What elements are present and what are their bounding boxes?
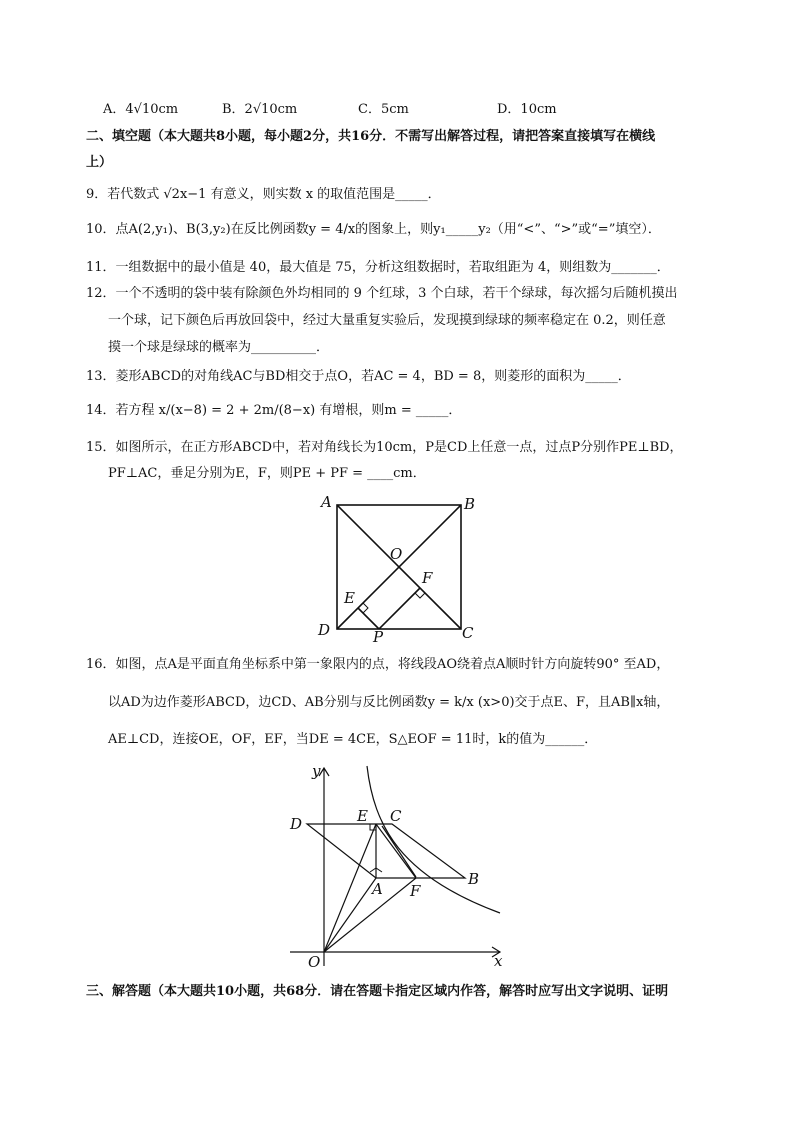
origin-label: O xyxy=(308,953,321,971)
question-13: 13．菱形ABCD的对角线AC与BD相交于点O，若AC = 4，BD = 8，则菱形的面积为_____． xyxy=(86,369,631,384)
right-angle-e xyxy=(363,603,368,613)
segment-pe xyxy=(358,608,379,629)
question-14: 14．若方程 x/(x−8) = 2 + 2m/(8−x) 有增根，则m = _____． xyxy=(86,403,462,418)
axis-label-y: y xyxy=(312,762,321,780)
label-a-point: A xyxy=(372,880,383,898)
q8-option-d: D．10cm xyxy=(497,102,557,117)
label-d-point: D xyxy=(290,815,303,833)
question-16-line1: 16．如图，点A是平面直角坐标系中第一象限内的点，将线段AO绕着点A顺时针方向旋转90° 至AD， xyxy=(86,657,670,672)
square-figure xyxy=(312,490,482,642)
question-12-line1: 12．一个不透明的袋中装有除颜色外均相同的 9 个红球，3 个白球，若干个绿球，每次摇匀后随机摸出 xyxy=(86,286,678,301)
section2-heading-line1: 二、填空题（本大题共8小题，每小题2分，共16分．不需写出解答过程，请把答案直接填写在横线 xyxy=(86,129,656,144)
question-16-line2: 以AD为边作菱形ABCD，边CD、AB分别与反比例函数y = k/x (x>0)交于点E、F，且AB∥x轴， xyxy=(108,695,670,710)
q8-option-a: A．4√10cm xyxy=(103,102,179,117)
right-angle-f xyxy=(415,593,425,598)
segment-of xyxy=(324,878,416,952)
segment-ef xyxy=(376,824,416,878)
label-d: D xyxy=(318,621,331,639)
question-10: 10．点A(2,y₁)、B(3,y₂)在反比例函数y = 4/x的图象上，则y₁_____y₂（用“<”、“>”或“=”填空）． xyxy=(86,222,661,237)
segment-pf xyxy=(379,588,420,629)
segment-ec-to-f xyxy=(382,826,416,877)
label-f-point: F xyxy=(410,882,421,900)
q8-option-b: B．2√10cm xyxy=(222,102,298,117)
question-16-line3: AE⊥CD，连接OE，OF，EF，当DE = 4CE，S△EOF = 11时，k的值为______． xyxy=(108,732,598,747)
question-11: 11．一组数据中的最小值是 40，最大值是 75，分析这组数据时，若取组距为 4，则组数为_______． xyxy=(86,260,670,275)
section2-heading-line2: 上） xyxy=(86,155,113,170)
question-9: 9．若代数式 √2x−1 有意义，则实数 x 的取值范围是_____． xyxy=(86,187,441,202)
coordinate-figure xyxy=(282,756,514,974)
label-b-point: B xyxy=(468,870,480,888)
question-15-line1: 15．如图所示，在正方形ABCD中，若对角线长为10cm，P是CD上任意一点，过点P分别作PE⊥BD， xyxy=(86,440,683,455)
label-f: F xyxy=(422,569,433,587)
label-c: C xyxy=(462,624,474,642)
section3-heading: 三、解答题（本大题共10小题，共68分．请在答题卡指定区域内作答，解答时应写出文字说明、证明 xyxy=(86,984,669,999)
question-12-line3: 摸一个球是绿球的概率为__________． xyxy=(108,340,330,355)
question-12-line2: 一个球，记下颜色后再放回袋中，经过大量重复实验后，发现摸到绿球的频率稳定在 0.2，则任意 xyxy=(108,313,666,328)
axis-label-x: x xyxy=(494,952,503,970)
label-e: E xyxy=(344,589,355,607)
label-c-point: C xyxy=(390,807,402,825)
label-o: O xyxy=(390,545,403,563)
q8-option-c: C．5cm xyxy=(358,102,409,117)
label-b: B xyxy=(464,495,476,513)
label-p: P xyxy=(373,628,384,642)
question-15-line2: PF⊥AC，垂足分别为E，F，则PE + PF = ____cm． xyxy=(108,466,426,481)
label-e-point: E xyxy=(357,807,368,825)
label-a: A xyxy=(321,493,332,511)
